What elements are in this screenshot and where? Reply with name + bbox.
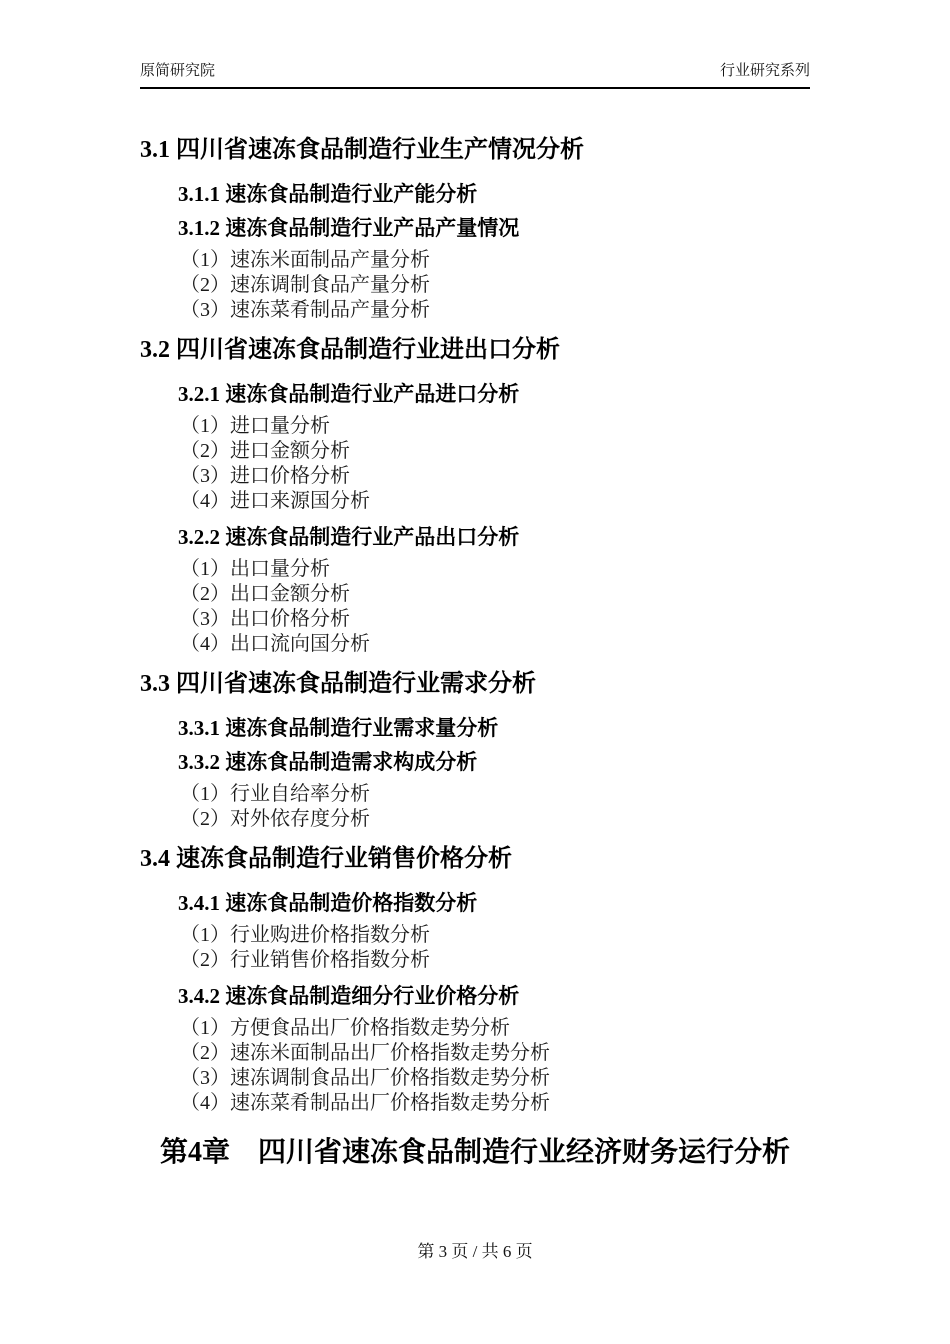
toc-item: （1）方便食品出厂价格指数走势分析 xyxy=(180,1017,510,1039)
toc-item-list-3-3-2 xyxy=(140,782,810,832)
subsection-heading-3-1-2: 3.1.2 速冻食品制造行业产品产量情况 xyxy=(178,216,520,240)
toc-item: （1）行业购进价格指数分析 xyxy=(180,924,430,946)
toc-item: （1）行业自给率分析 xyxy=(180,783,370,805)
toc-item: （4）进口来源国分析 xyxy=(180,490,370,512)
header-left-text: 原简研究院 xyxy=(140,63,216,79)
toc-item: （2）速冻调制食品产量分析 xyxy=(180,274,430,296)
section-heading-3-1: 3.1 四川省速冻食品制造行业生产情况分析 xyxy=(140,137,584,163)
section-heading-3-2: 3.2 四川省速冻食品制造行业进出口分析 xyxy=(140,337,560,363)
page-number: 第 3 页 / 共 6 页 xyxy=(417,1242,533,1261)
section-heading-3-3: 3.3 四川省速冻食品制造行业需求分析 xyxy=(140,671,536,697)
page-header xyxy=(140,0,810,89)
subsection-heading-3-2-1: 3.2.1 速冻食品制造行业产品进口分析 xyxy=(178,382,520,406)
subsection-heading-3-4-1: 3.4.1 速冻食品制造价格指数分析 xyxy=(178,891,478,915)
subsection-heading-3-4-2: 3.4.2 速冻食品制造细分行业价格分析 xyxy=(178,984,520,1008)
toc-item: （2）速冻米面制品出厂价格指数走势分析 xyxy=(180,1042,550,1064)
toc-item-list-3-2-2 xyxy=(140,557,810,657)
toc-content xyxy=(140,137,810,1170)
toc-item: （1）速冻米面制品产量分析 xyxy=(180,249,430,271)
subsection-heading-3-1-1: 3.1.1 速冻食品制造行业产能分析 xyxy=(178,182,478,206)
toc-item-list-3-2-1 xyxy=(140,414,810,514)
toc-item: （3）进口价格分析 xyxy=(180,465,350,487)
section-heading-3-4: 3.4 速冻食品制造行业销售价格分析 xyxy=(140,846,512,872)
subsection-heading-3-3-2: 3.3.2 速冻食品制造需求构成分析 xyxy=(178,750,478,774)
toc-item: （3）速冻调制食品出厂价格指数走势分析 xyxy=(180,1067,550,1089)
toc-item: （2）出口金额分析 xyxy=(180,583,350,605)
toc-item-list-3-1-2 xyxy=(140,248,810,323)
toc-item: （3）速冻菜肴制品产量分析 xyxy=(180,299,430,321)
toc-item: （1）进口量分析 xyxy=(180,415,330,437)
header-right-text: 行业研究系列 xyxy=(719,63,810,79)
toc-item: （3）出口价格分析 xyxy=(180,608,350,630)
toc-item: （2）对外依存度分析 xyxy=(180,808,370,830)
toc-item: （1）出口量分析 xyxy=(180,558,330,580)
toc-item: （2）进口金额分析 xyxy=(180,440,350,462)
toc-item: （4）速冻菜肴制品出厂价格指数走势分析 xyxy=(180,1092,550,1114)
toc-item-list-3-4-1 xyxy=(140,923,810,973)
subsection-heading-3-3-1: 3.3.1 速冻食品制造行业需求量分析 xyxy=(178,716,499,740)
toc-item: （4）出口流向国分析 xyxy=(180,633,370,655)
subsection-heading-3-2-2: 3.2.2 速冻食品制造行业产品出口分析 xyxy=(178,525,520,549)
toc-item-list-3-4-2 xyxy=(140,1016,810,1116)
toc-item: （2）行业销售价格指数分析 xyxy=(180,949,430,971)
chapter-heading: 第4章 四川省速冻食品制造行业经济财务运行分析 xyxy=(159,1137,790,1168)
page-footer xyxy=(0,1242,950,1262)
